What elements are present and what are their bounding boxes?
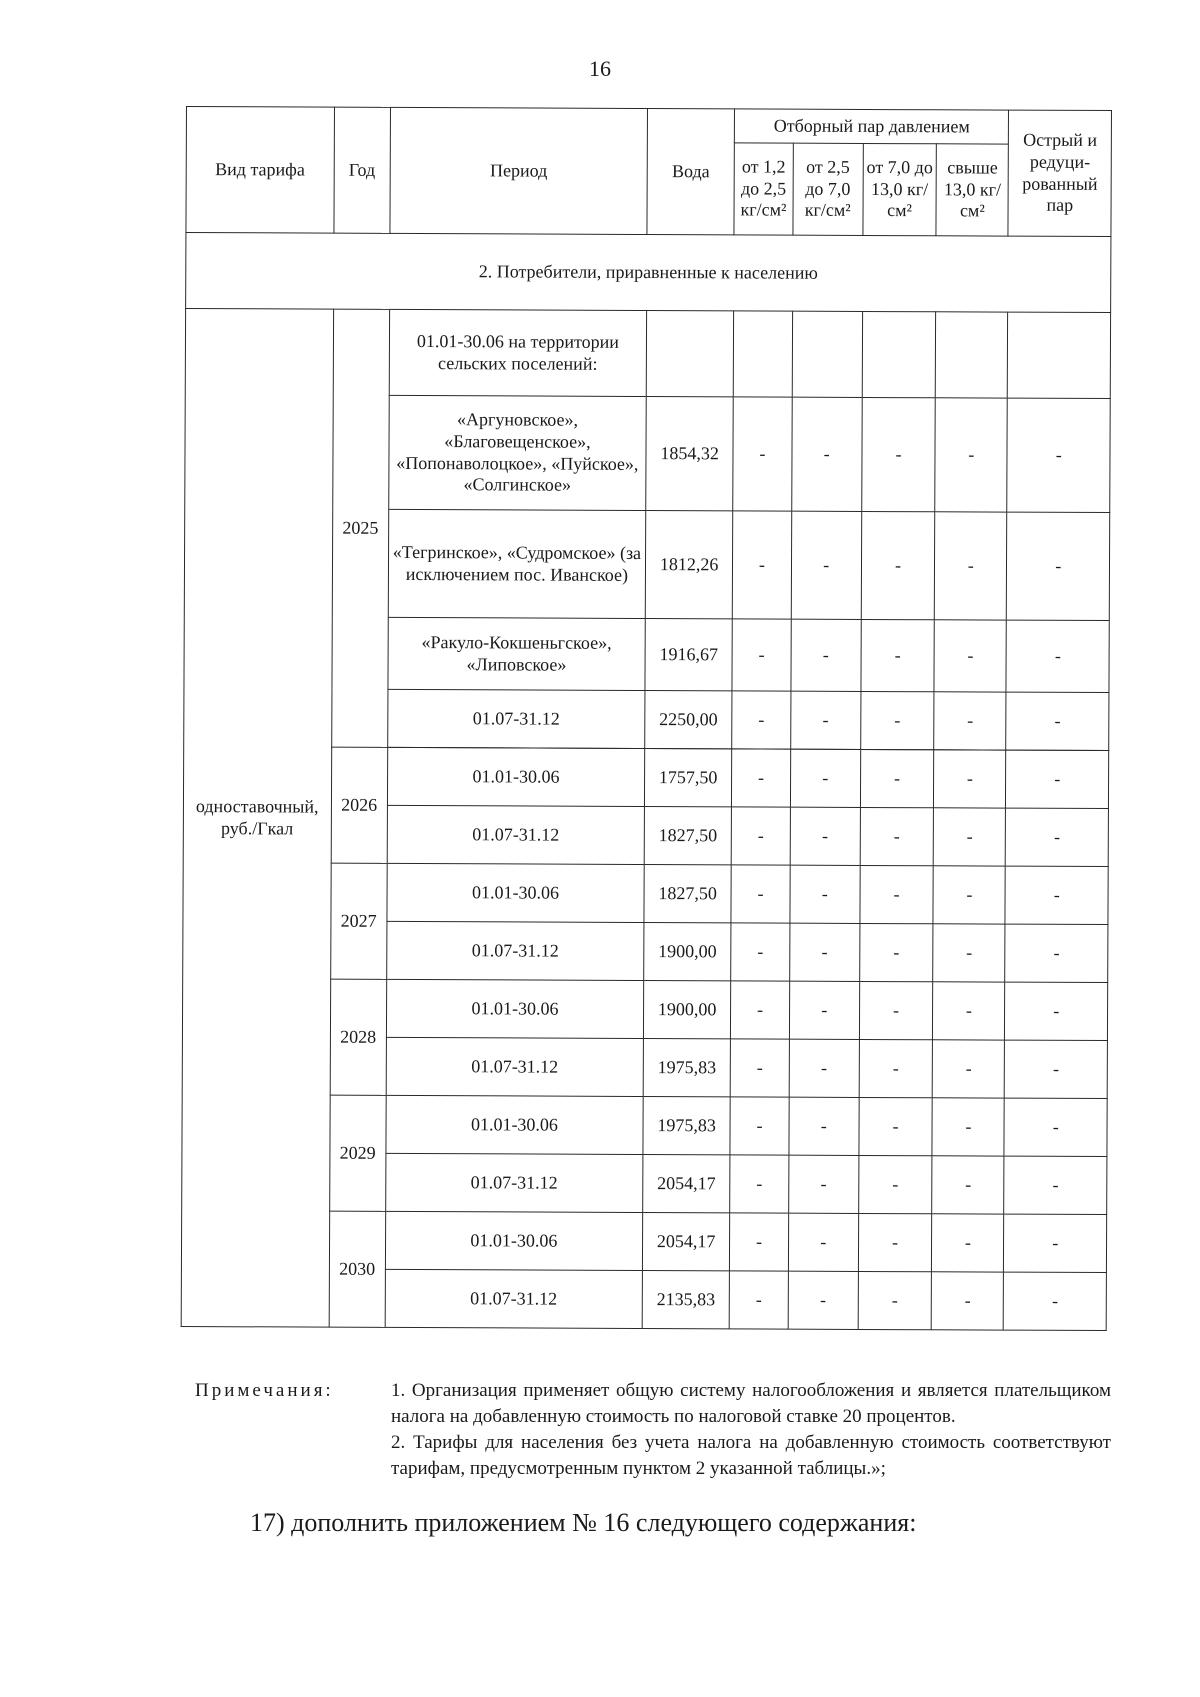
tariff-table: [181, 106, 1112, 1331]
steam-cell: [734, 311, 793, 397]
dash-cell: -: [858, 1271, 932, 1329]
dash-cell: -: [733, 397, 792, 511]
header-row: [186, 107, 1111, 145]
water-cell: 1900,00: [644, 923, 732, 981]
dash-cell: -: [860, 923, 934, 981]
dash-cell: -: [860, 749, 934, 807]
dash-cell: -: [1005, 924, 1108, 982]
year-cell: 2025: [331, 309, 389, 747]
dash-cell: -: [859, 1155, 933, 1213]
section-title: 2. Потребители, приравненные к населению: [186, 233, 1111, 313]
header-tariff-type: Вид тарифа: [186, 107, 334, 234]
dash-cell: -: [859, 981, 933, 1039]
table-row: [185, 309, 1110, 399]
dash-cell: -: [788, 1097, 859, 1155]
header-period: Период: [390, 107, 648, 234]
period-cell: «Тегринское», «Судромское» (за исключением пос. Иванское): [388, 509, 646, 618]
dash-cell: -: [791, 397, 862, 511]
header-steam-1: от 1,2 до 2,5 кг/см²: [734, 143, 793, 235]
dash-cell: -: [788, 1271, 859, 1329]
header-steam-2: от 2,5 до 7,0 кг/см²: [792, 143, 863, 235]
steam-cell: [935, 312, 1008, 398]
dash-cell: -: [1004, 1156, 1107, 1214]
dash-cell: -: [861, 619, 935, 691]
period-cell: 01.01-30.06: [385, 1211, 642, 1270]
water-cell: 2135,83: [642, 1271, 730, 1329]
water-cell: 1812,26: [645, 511, 733, 619]
dash-cell: -: [932, 1214, 1005, 1272]
notes-body: [391, 1378, 1111, 1482]
dash-cell: -: [859, 1039, 933, 1097]
period-cell: 01.07-31.12: [387, 805, 644, 864]
dash-cell: -: [1006, 692, 1109, 750]
dash-cell: -: [1004, 1098, 1107, 1156]
dash-cell: -: [933, 808, 1006, 866]
note-2: 2. Тарифы для населения без учета налога на добавленную стоимость соответствуют тарифам, предусмотренным пунктом 2 указанной таблицы.»;: [391, 1432, 1111, 1479]
header-steam-group: Отборный пар давлением: [735, 109, 1009, 144]
dash-cell: -: [1006, 620, 1109, 692]
water-cell: 2054,17: [643, 1155, 731, 1213]
water-cell: 1916,67: [645, 619, 733, 691]
period-cell: 01.07-31.12: [385, 1269, 642, 1328]
dash-cell: -: [1007, 512, 1110, 620]
notes-label: Примечания:: [195, 1380, 334, 1401]
header-steam-4: свыше 13,0 кг/см²: [936, 144, 1009, 236]
dash-cell: -: [934, 692, 1007, 750]
steam-cell: [792, 311, 863, 397]
period-cell: 01.01-30.06: [387, 863, 644, 922]
period-cell: 01.01-30.06: [386, 1095, 643, 1154]
water-cell: [646, 311, 734, 397]
water-cell: 1975,83: [643, 1097, 731, 1155]
water-cell: 1827,50: [644, 807, 732, 865]
water-cell: 1854,32: [646, 397, 734, 511]
year-cell: 2029: [329, 1095, 386, 1211]
dash-cell: -: [860, 807, 934, 865]
dash-cell: -: [732, 619, 791, 691]
dash-cell: -: [1005, 1040, 1108, 1098]
dash-cell: -: [1005, 866, 1108, 924]
dash-cell: -: [790, 749, 861, 807]
dash-cell: -: [789, 865, 860, 923]
water-cell: 1757,50: [644, 749, 732, 807]
steam-cell: [1008, 312, 1111, 398]
section-row: [186, 233, 1111, 313]
amendment-text: 17) дополнить приложением № 16 следующего содержания:: [250, 1508, 917, 1537]
dash-cell: -: [1006, 808, 1109, 866]
period-cell: «Ракуло-Кокшеньгское», «Липовское»: [388, 617, 645, 690]
header-year: Год: [334, 107, 391, 233]
dash-cell: -: [731, 981, 789, 1039]
dash-cell: -: [859, 1097, 933, 1155]
header-sharp-steam: Острый и редуци-рованный пар: [1008, 110, 1111, 236]
dash-cell: -: [729, 1271, 787, 1329]
dash-cell: -: [934, 750, 1007, 808]
dash-cell: -: [732, 807, 790, 865]
period-cell: 01.07-31.12: [386, 1153, 643, 1212]
steam-cell: [862, 311, 936, 397]
dash-cell: -: [932, 1156, 1005, 1214]
water-cell: 2054,17: [642, 1213, 730, 1271]
dash-cell: -: [730, 1097, 788, 1155]
dash-cell: -: [860, 865, 934, 923]
tariff-name-cell: одноставочный, руб./Гкал: [181, 309, 333, 1328]
dash-cell: -: [790, 619, 861, 691]
period-cell: «Аргуновское», «Благовещенское», «Попонаволоцкое», «Пуйское», «Солгинское»: [389, 395, 647, 510]
water-cell: 2250,00: [645, 691, 733, 749]
dash-cell: -: [861, 511, 935, 619]
dash-cell: -: [1006, 750, 1109, 808]
dash-cell: -: [790, 807, 861, 865]
dash-cell: -: [933, 982, 1006, 1040]
dash-cell: -: [789, 1039, 860, 1097]
dash-cell: -: [788, 1213, 859, 1271]
header-steam-3: от 7,0 до 13,0 кг/см²: [863, 143, 937, 235]
year-cell: 2028: [330, 979, 387, 1095]
year-cell: 2027: [330, 863, 387, 979]
water-cell: 1827,50: [644, 865, 732, 923]
period-cell: 01.01-30.06 на территории сельских поселений:: [389, 309, 646, 396]
dash-cell: -: [730, 1039, 788, 1097]
dash-cell: -: [1004, 1214, 1107, 1272]
dash-cell: -: [732, 691, 790, 749]
note-1: 1. Организация применяет общую систему налогообложения и является плательщиком налога на добавленную стоимость по налоговой ставке 20 процентов.: [391, 1380, 1111, 1427]
period-cell: 01.07-31.12: [386, 1037, 643, 1096]
dash-cell: -: [732, 749, 790, 807]
year-cell: 2030: [329, 1211, 386, 1327]
dash-cell: -: [935, 398, 1008, 512]
period-cell: 01.01-30.06: [387, 747, 644, 806]
dash-cell: -: [788, 1155, 859, 1213]
dash-cell: -: [1007, 398, 1110, 512]
dash-cell: -: [862, 397, 936, 511]
year-cell: 2026: [331, 747, 388, 863]
dash-cell: -: [733, 511, 792, 619]
dash-cell: -: [934, 620, 1007, 692]
dash-cell: -: [933, 866, 1006, 924]
dash-cell: -: [731, 923, 789, 981]
dash-cell: -: [790, 691, 861, 749]
period-cell: 01.07-31.12: [387, 921, 644, 980]
dash-cell: -: [933, 924, 1006, 982]
dash-cell: -: [730, 1213, 788, 1271]
header-water: Вода: [647, 109, 735, 235]
period-cell: 01.01-30.06: [386, 979, 643, 1038]
dash-cell: -: [730, 1155, 788, 1213]
dash-cell: -: [861, 691, 935, 749]
dash-cell: -: [789, 923, 860, 981]
water-cell: 1900,00: [643, 981, 731, 1039]
dash-cell: -: [731, 865, 789, 923]
dash-cell: -: [1005, 982, 1108, 1040]
dash-cell: -: [791, 511, 862, 619]
page-number: 16: [589, 56, 611, 81]
dash-cell: -: [858, 1213, 932, 1271]
dash-cell: -: [789, 981, 860, 1039]
water-cell: 1975,83: [643, 1039, 731, 1097]
dash-cell: -: [934, 512, 1007, 620]
dash-cell: -: [932, 1098, 1005, 1156]
dash-cell: -: [1004, 1272, 1107, 1330]
period-cell: 01.07-31.12: [388, 689, 645, 748]
dash-cell: -: [932, 1040, 1005, 1098]
dash-cell: -: [931, 1272, 1004, 1330]
